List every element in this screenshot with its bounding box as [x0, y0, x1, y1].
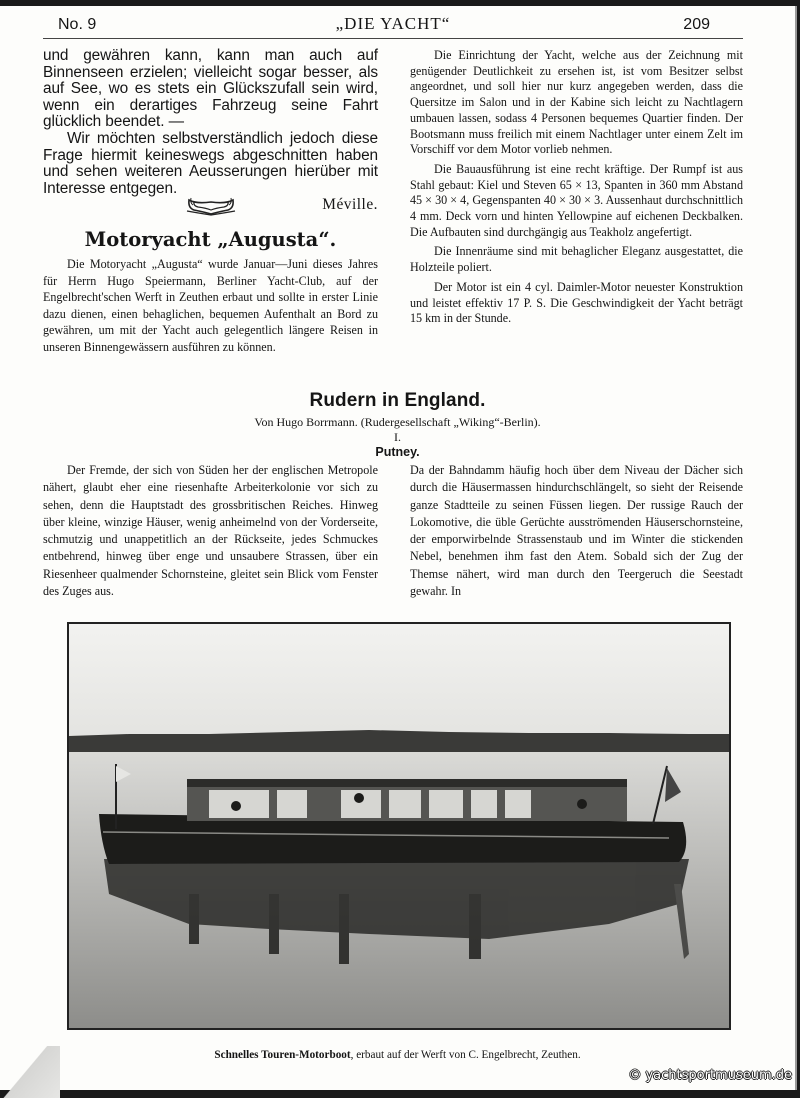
article-title-augusta: Motoryacht „Augusta“.	[84, 228, 337, 251]
issue-number: No. 9	[58, 16, 97, 33]
photo-caption	[0, 1049, 795, 1061]
boat-photo-illustration	[69, 624, 729, 1028]
copyright-watermark: © yachtsportmuseum.de	[628, 1068, 792, 1083]
paragraph: Die Innenräume sind mit behaglicher Eleganz ausgestattet, die Holzteile poliert.	[410, 244, 743, 275]
augusta-body-left	[43, 256, 378, 355]
paragraph: Der Motor ist ein 4 cyl. Daimler-Motor neuester Konstruktion und leistet effektiv 17 P. S. Die Geschwindigkeit der Yacht beträgt 15 km in der Stunde.	[410, 279, 743, 326]
paragraph: Der Fremde, der sich von Süden her der englischen Metropole nähert, glaubt eher eine riesenhafte Arbeiterkolonie vor sich zu sehen, denn die Hauptstadt des grossbritischen Reiches. Hinweg über kleine, winzige Häuser, wenig anheimelnd von der Vorderseite, schmutzig und unappetitlich an der Rückseite, jedes Schmuckes entbehrend, hinweg über enge und unsaubere Strassen, über ein Riesenheer qualmender Schornsteine, gleitet sein Blick vom Fenster des Zuges aus.	[43, 463, 378, 599]
author-signature: Méville.	[322, 196, 378, 214]
rudern-body-left	[43, 462, 378, 600]
article-title-rudern: Rudern in England.	[309, 390, 486, 411]
magazine-page	[0, 6, 797, 1090]
ornament-vignette-icon	[186, 194, 236, 216]
section-heading: Putney.	[375, 445, 420, 459]
page-header	[43, 12, 743, 39]
paragraph: Da der Bahndamm häufig hoch über dem Niveau der Dächer sich durch die Häusermassen hindurchschlängelt, so sieht der Reisende ganze Stadtteile zu seinen Füssen liegen. Der russige Rauch der Lokomotive, die üble Gerüchte ausströmenden Häuserschornsteine, der emporwirbelnde Strassenstaub und im Winter die stickenden Nebel, benehmen ihm fast den Atem. Sobald sich der Zug der Themse nähert, wird man durch den Teergeruch die Seestadt gewahr. In	[410, 463, 743, 599]
caption-text: , erbaut auf der Werft von C. Engelbrecht, Zeuthen.	[350, 1049, 581, 1061]
motorboat-photo	[67, 622, 731, 1030]
augusta-body-right	[410, 48, 743, 331]
article-byline: Von Hugo Borrmann. (Rudergesellschaft „Wiking“-Berlin).	[254, 415, 541, 429]
paragraph: Die Einrichtung der Yacht, welche aus der Zeichnung mit genügender Deutlichkeit zu ersehen ist, ist vom Besitzer selbst angeordnet, und soll hier nur kurz angegeben werden, dass die Quersitze im Salon und in der Kabine sich leicht zu Nachtlagern umbauen lassen, sodass 4 Personen bequemes Quartier finden. Der Bootsmann muss freilich mit einem Nachtlager unter einem Zelt im Vorschiff vor dem Motor vorlieb nehmen.	[410, 48, 743, 157]
rudern-body-right	[410, 462, 743, 600]
paragraph: Wir möchten selbstverständlich jedoch diese Frage hiermit keineswegs abgeschnitten haben und sehen weiteren Aeusserungen hierüber mit Interesse entgegen.	[43, 129, 378, 197]
boat	[99, 764, 686, 864]
page-number: 209	[683, 16, 710, 33]
caption-bold: Schnelles Touren-Motorboot	[214, 1049, 351, 1061]
part-numeral: I.	[394, 430, 401, 444]
paragraph: Die Motoryacht „Augusta“ wurde Januar—Juni dieses Jahres für Herrn Hugo Speiermann, Berliner Yacht-Club, auf der Engelbrecht'schen Werft in Zeuthen erbaut und sollte in erster Linie dazu dienen, einen behaglichen, bequemen Aufenthalt an Bord zu gewähren, um mit der Yacht auch gelegentlich längere Reisen in unseren Binnengewässern ausführen zu können.	[43, 257, 378, 354]
sky	[69, 624, 729, 744]
journal-title: „DIE YACHT“	[335, 14, 451, 33]
paragraph: Die Bauausführung ist eine recht kräftige. Der Rumpf ist aus Stahl gebaut: Kiel und Steven 65 × 13, Spanten in 360 mm Abstand 45 × 30 × 4, Gegenspanten 40 × 30 × 3. Aussenhaut durchschnittlich 4 mm. Deck vorn und hinten Yellowpine auf eichenen Deckbalken. Die Aufbauten sind durchgängig aus Teakholz angefertigt.	[410, 161, 743, 239]
page-curl	[0, 1046, 60, 1098]
previous-article-end	[43, 48, 378, 214]
paragraph: und gewähren kann, kann man auch auf Binnenseen erzielen; vielleicht sogar besser, als auf See, wo es stets ein Glückszufall sein wird, wenn ein derartiges Fahrzeug seine Fahrt glücklich beendet. —	[43, 47, 378, 131]
